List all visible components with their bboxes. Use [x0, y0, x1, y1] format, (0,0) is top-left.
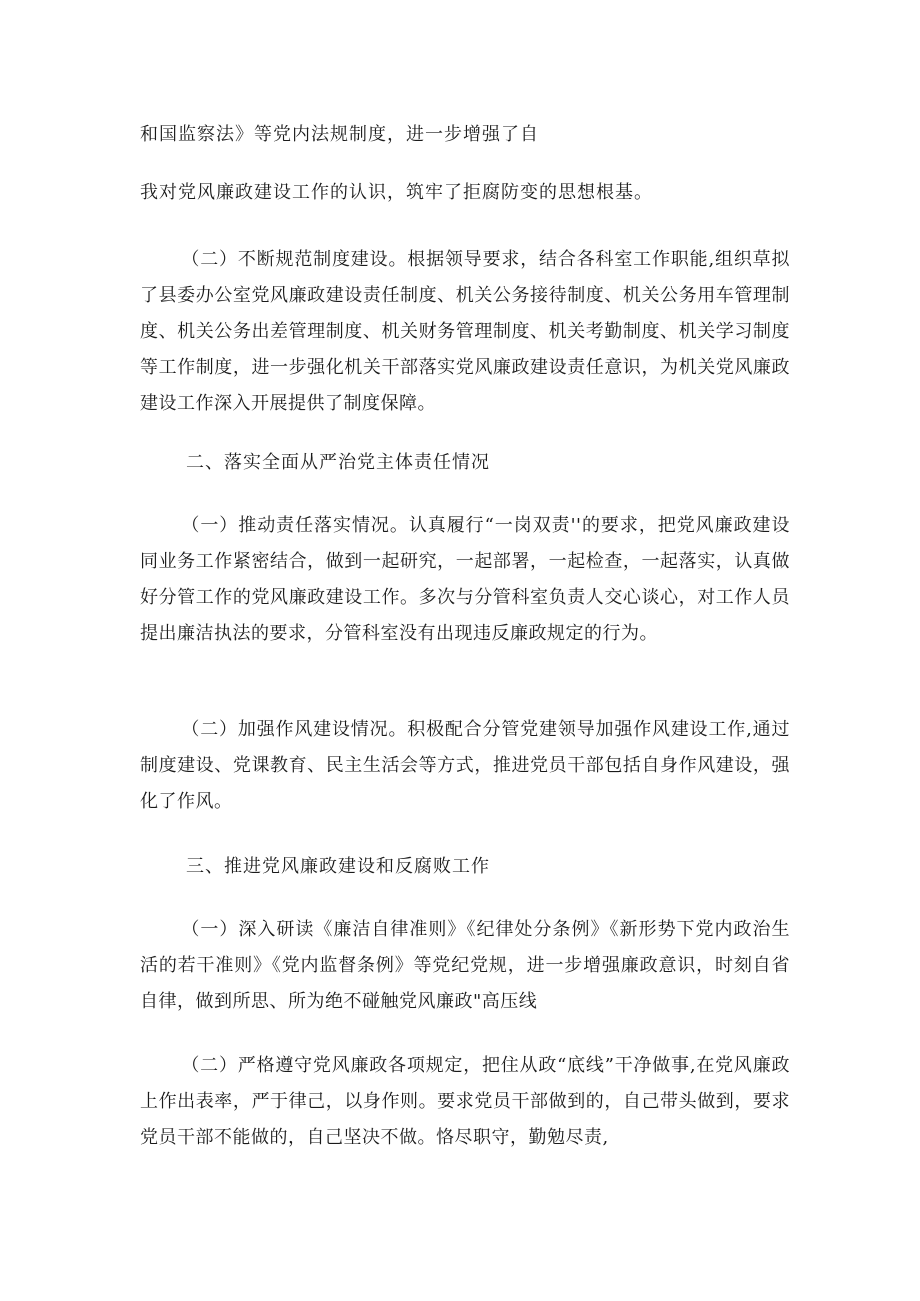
- paragraph-study-rules: （一）深入研读《廉洁自律准则》《纪律处分条例》《新形势下党内政治生活的若干准则》《党内监督条例》等党纪党规，进一步增强廉政意识，时刻自省自律，做到所思、所为绝不碰触党风廉政"高压线: [140, 919, 790, 1012]
- continuation-line-2: 我对党风廉政建设工作的认识，筑牢了拒腐防变的思想根基。: [140, 182, 653, 203]
- paragraph-work-style: （二）加强作风建设情况。积极配合分管党建领导加强作风建设工作,通过制度建设、党课教育、民主生活会等方式，推进党员干部包括自身作风建设，强化了作风。: [140, 719, 790, 812]
- paragraph-responsibility: （一）推动责任落实情况。认真履行“一岗双责''的要求，把党风廉政建设同业务工作紧密结合，做到一起研究，一起部署，一起检查，一起落实，认真做好分管工作的党风廉政建设工作。多次与分管科室负责人交心谈心，对工作人员提出廉洁执法的要求，分管科室没有出现违反廉政规定的行为。: [140, 515, 790, 644]
- section-heading-3: 三、推进党风廉政建设和反腐败工作: [186, 856, 490, 877]
- continuation-line-1: 和国监察法》等党内法规制度，进一步增强了自: [140, 124, 539, 145]
- paragraph-system-building: （二）不断规范制度建设。根据领导要求，结合各科室工作职能,组织草拟了县委办公室党风廉政建设责任制度、机关公务接待制度、机关公务用车管理制度、机关公务出差管理制度、机关财务管理制度、机关考勤制度、机关学习制度等工作制度，进一步强化机关干部落实党风廉政建设责任意识，为机关党风廉政建设工作深入开展提供了制度保障。: [140, 249, 790, 414]
- paragraph-observe-rules: （二）严格遵守党风廉政各项规定，把住从政“底线”干净做事,在党风廉政上作出表率，严于律己，以身作则。要求党员干部做到的，自己带头做到，要求党员干部不能做的，自己坚决不做。恪尽职守，勤勉尽责,: [140, 1055, 790, 1148]
- section-heading-2: 二、落实全面从严治党主体责任情况: [186, 452, 490, 473]
